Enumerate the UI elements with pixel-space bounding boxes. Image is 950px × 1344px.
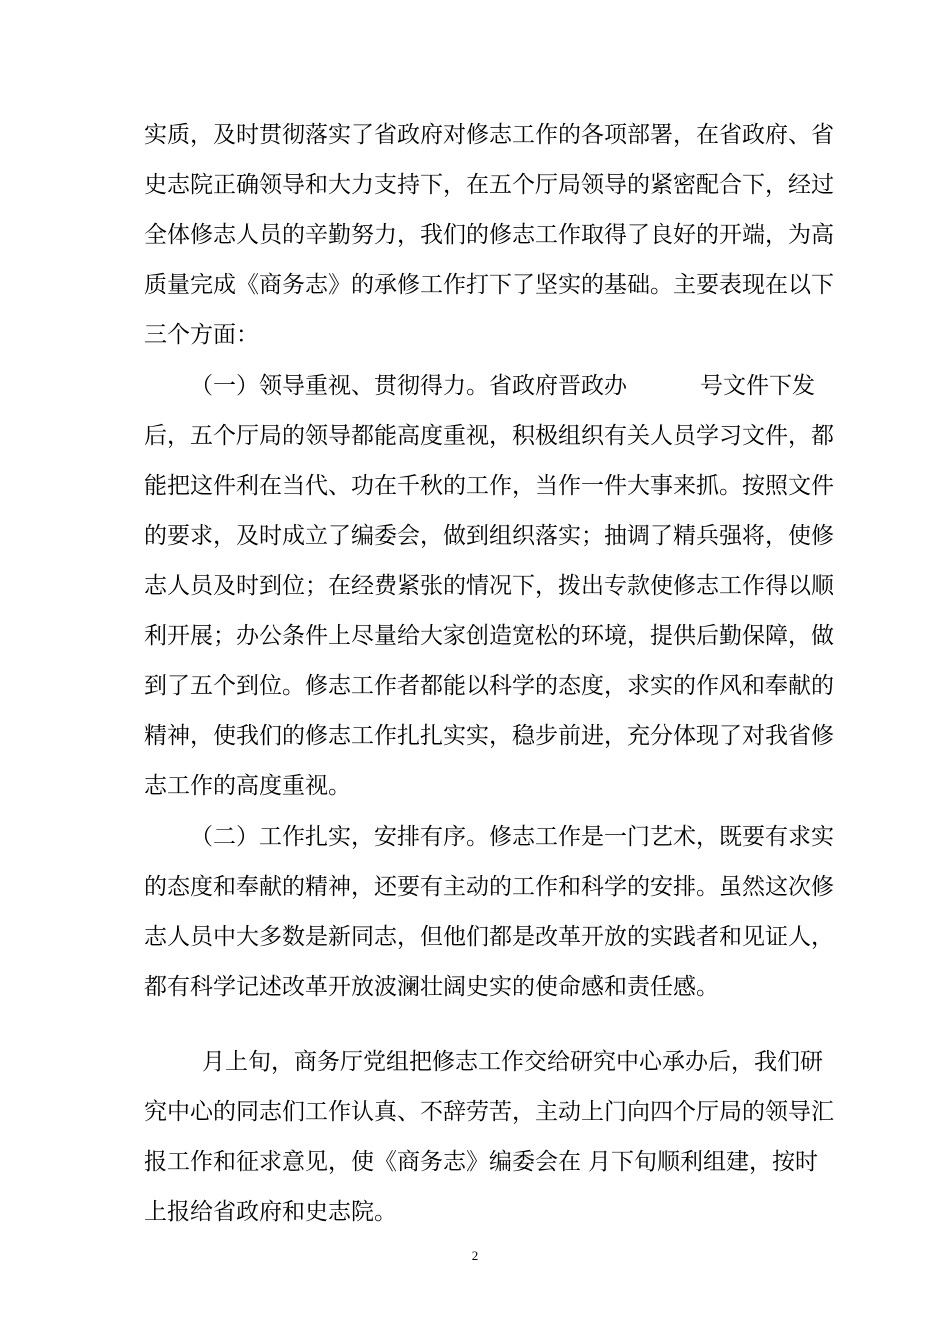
- paragraph-line: 上报给省政府和史志院。: [144, 1199, 397, 1225]
- paragraph-line: 精神，使我们的修志工作扎扎实实，稳步前进，充分体现了对我省修: [144, 723, 834, 749]
- paragraph-line: 志人员中大多数是新同志，但他们都是改革开放的实践者和见证人，: [144, 924, 834, 950]
- paragraph-line: 志工作的高度重视。: [144, 773, 351, 799]
- paragraph-line: 利开展；办公条件上尽量给大家创造宽松的环境，提供后勤保障，做: [144, 623, 834, 649]
- paragraph-line: 到了五个到位。修志工作者都能以科学的态度，求实的作风和奉献的: [144, 673, 834, 699]
- paragraph-line: 能把这件利在当代、功在千秋的工作，当作一件大事来抓。按照文件: [144, 473, 834, 499]
- paragraph-line: 报工作和征求意见，使《商务志》编委会在: [144, 1149, 581, 1175]
- paragraph-line: 三个方面：: [144, 322, 259, 348]
- paragraph-line: 志人员及时到位；在经费紧张的情况下，拨出专款使修志工作得以顺: [144, 573, 834, 599]
- paragraph-line: 都有科学记述改革开放波澜壮阔史实的使命感和责任感。: [144, 974, 719, 1000]
- paragraph-line: 的态度和奉献的精神，还要有主动的工作和科学的安排。虽然这次修: [144, 874, 834, 900]
- paragraph-line: 月上旬，商务厅党组把修志工作交给研究中心承办后，我们研: [202, 1049, 823, 1075]
- paragraph-line-segment: 号文件下发: [700, 373, 815, 399]
- paragraph-line: 质量完成《商务志》的承修工作打下了坚实的基础。主要表现在以下: [144, 272, 834, 298]
- paragraph-line: 的要求，及时成立了编委会，做到组织落实；抽调了精兵强将，使修: [144, 523, 834, 549]
- paragraph-line: （二）工作扎实，安排有序。修志工作是一门艺术，既要有求实: [190, 824, 834, 850]
- page-number: 2: [471, 1248, 479, 1263]
- paragraph-line: 实质，及时贯彻落实了省政府对修志工作的各项部署，在省政府、省: [144, 122, 834, 148]
- paragraph-line: 究中心的同志们工作认真、不辞劳苦，主动上门向四个厅局的领导汇: [144, 1099, 834, 1125]
- paragraph-line-segment: 月下旬顺利组建，按时: [588, 1149, 818, 1175]
- paragraph-line: 全体修志人员的辛勤努力，我们的修志工作取得了良好的开端，为高: [144, 222, 834, 248]
- paragraph-line: 史志院正确领导和大力支持下，在五个厅局领导的紧密配合下，经过: [144, 172, 834, 198]
- paragraph-line: （一）领导重视、贯彻得力。省政府晋政办: [190, 373, 627, 399]
- paragraph-line: 后，五个厅局的领导都能高度重视，积极组织有关人员学习文件，都: [144, 423, 834, 449]
